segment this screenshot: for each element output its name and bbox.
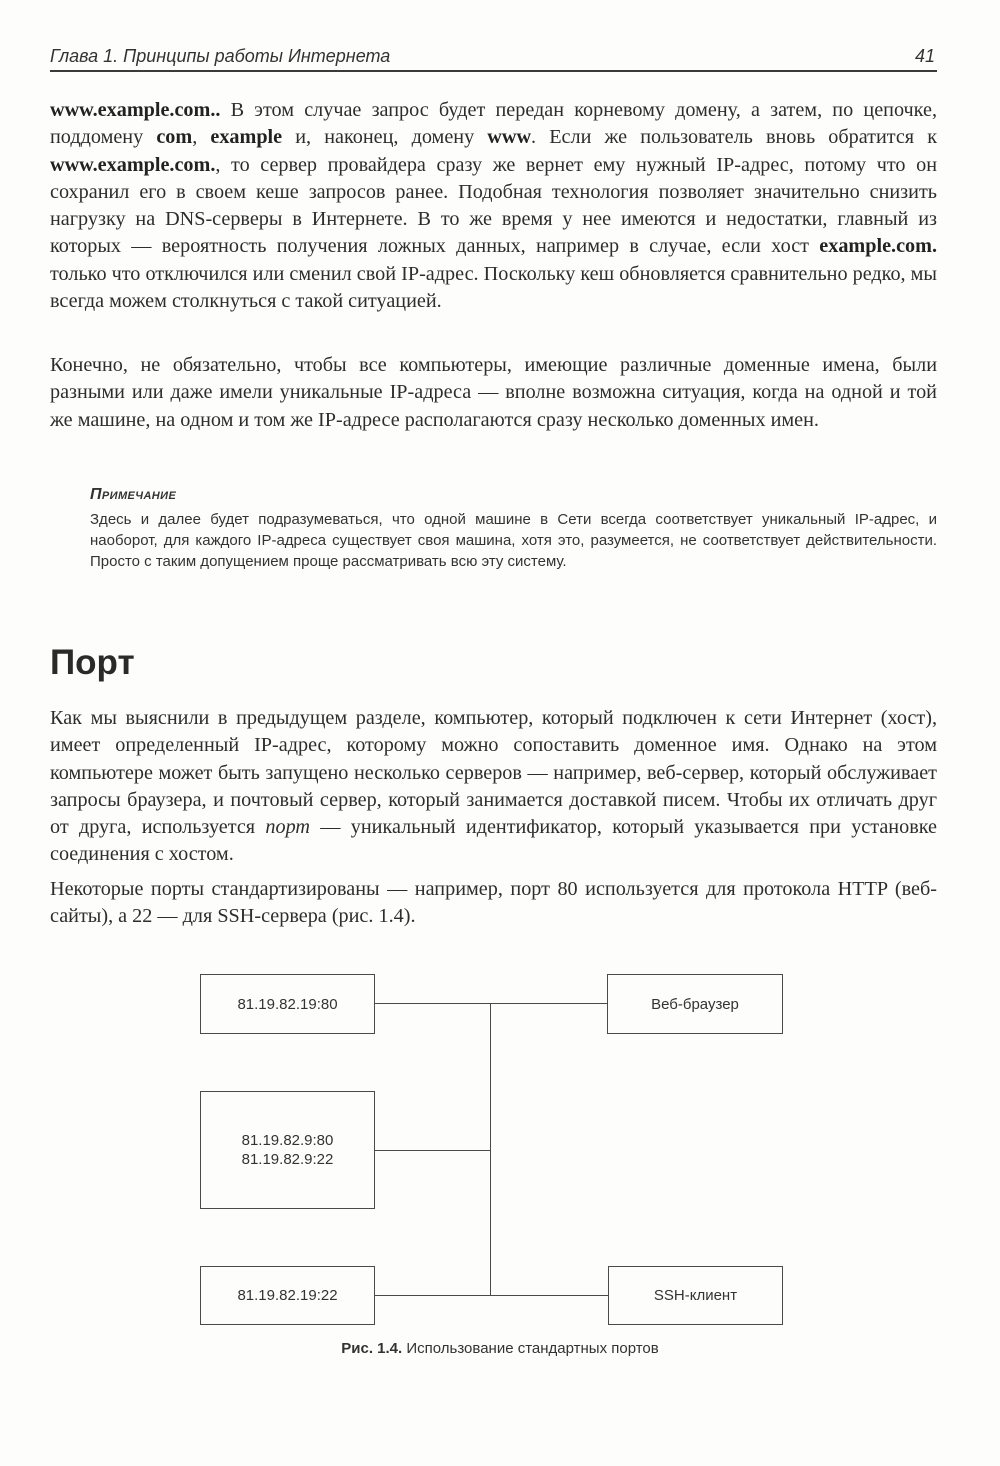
paragraph-dns-cache xyxy=(50,97,937,315)
connector-bus xyxy=(490,1003,491,1295)
text-run: и, наконец, домену xyxy=(282,126,488,149)
bold-term: com xyxy=(156,126,193,149)
node-label: Веб-браузер xyxy=(651,995,739,1013)
text-run: — уникальный идентификатор, который указывается при установке соединения с хостом. xyxy=(50,816,937,866)
text-run: Конечно, не обязательно, чтобы все компьютеры, имеющие различные доменные имена, были разными или даже имели уникальные IP-адреса — вполне возможна ситуация, когда на одной и той же машине, на одном и том же IP-адресе располагаются сразу несколько доменных имен. xyxy=(50,354,937,431)
text-run: , xyxy=(192,126,211,149)
node-ssh-client xyxy=(608,1266,783,1325)
node-label: SSH-клиент xyxy=(653,1287,738,1304)
paragraph-port-definition xyxy=(50,705,937,869)
text-run: Некоторые порты стандартизированы — например, порт 80 используется для протокола HTTP (веб-сайты), а 22 — для SSH-сервера (рис. 1.4). xyxy=(50,878,937,928)
node-server-middle xyxy=(200,1091,375,1209)
node-label: 81.19.82.9:80 xyxy=(241,1132,334,1149)
node-label: 81.19.82.19:80 xyxy=(237,995,338,1013)
node-label: 81.19.82.9:22 xyxy=(241,1151,334,1168)
section-heading-port: Порт xyxy=(50,643,135,682)
figure-caption-label: Рис. 1.4. xyxy=(341,1340,403,1357)
text-run: только что отключился или сменил свой IP-адрес. Поскольку кеш обновляется сравнительно редко, мы всегда можем столкнуться с такой ситуацией. xyxy=(50,262,937,313)
connector-middle xyxy=(374,1150,490,1151)
bold-term: www xyxy=(487,126,532,149)
note-block xyxy=(90,486,937,573)
connector-bottom xyxy=(374,1295,608,1296)
paragraph-standard-ports xyxy=(50,876,937,931)
note-text: Здесь и далее будет подразумеваться, что одной машине в Сети всегда соответствует уникальный IP-адрес, и наоборот, для каждого IP-адреса существует своя машина, хотя это, разумеется, не соответствует действительности. Просто с таким допущением проще рассматривать всю эту систему. xyxy=(90,511,937,571)
bold-term: example xyxy=(210,126,283,149)
italic-term: порт xyxy=(265,816,310,839)
node-label: 81.19.82.19:22 xyxy=(237,1287,338,1304)
figure-caption-text: Использование стандартных портов xyxy=(402,1340,659,1357)
text-run: , то сервер провайдера сразу же вернет ему нужный IP-адрес, потому что он сохранил его в своем кеше запросов ранее. Подобная технология позволяет значительно снизить нагрузку на DNS-серверы в Интернете. В то же время у нее имеются и недостатки, главный из которых — вероятность получения ложных данных, например в случае, если хост xyxy=(50,153,937,258)
bold-term: www.example.com. xyxy=(50,153,216,176)
note-title: Примечание xyxy=(90,486,177,503)
node-server-top xyxy=(200,974,375,1034)
bold-term: www.example.com.. xyxy=(50,99,221,121)
connector-top xyxy=(374,1003,607,1004)
figure-caption xyxy=(0,1340,1000,1357)
paragraph-multiple-domains xyxy=(50,352,937,434)
text-run: В этом случае запрос будет передан корневому домену, а затем, по цепочке, поддомену xyxy=(50,99,937,149)
page-number: 41 xyxy=(914,46,935,66)
running-head xyxy=(50,44,937,72)
node-server-bottom xyxy=(200,1266,375,1325)
bold-term: example.com. xyxy=(819,235,937,258)
node-web-browser xyxy=(607,974,783,1034)
chapter-title: Глава 1. Принципы работы Интернета xyxy=(50,46,391,66)
text-run: Как мы выяснили в предыдущем разделе, компьютер, который подключен к сети Интернет (хост), имеет определенный IP-адрес, которому можно сопоставить доменное имя. Однако на этом компьютере может быть запущено несколько серверов — например, веб-сервер, который обслуживает запросы браузера, и почтовый сервер, который занимается доставкой писем. Чтобы их отличать друг от друга, используется xyxy=(50,707,937,839)
text-run: . Если же пользователь вновь обратится к xyxy=(531,126,938,149)
